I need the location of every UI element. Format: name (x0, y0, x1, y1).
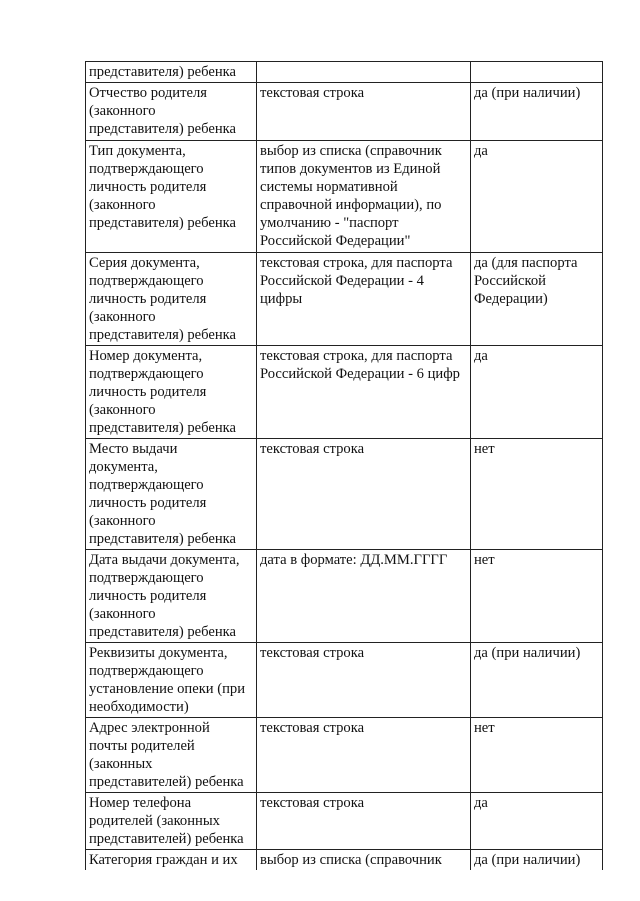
table-row (86, 141, 603, 253)
table-row (86, 62, 603, 83)
format-cell: дата в формате: ДД.ММ.ГГГГ (257, 550, 471, 643)
format-cell: текстовая строка (257, 83, 471, 141)
required-cell: да (при наличии) (471, 643, 603, 718)
required-cell: да (при наличии) (471, 83, 603, 141)
required-cell: нет (471, 550, 603, 643)
required-cell: нет (471, 718, 603, 793)
table-row (86, 643, 603, 718)
format-cell: выбор из списка (справочник типов документов из Единой системы нормативной справочной информации), по умолчанию - "паспорт Российской Федерации" (257, 141, 471, 253)
format-cell: текстовая строка (257, 439, 471, 550)
required-cell: да (при наличии) (471, 850, 603, 871)
table-row (86, 850, 603, 871)
field-name-cell: Реквизиты документа, подтверждающего установление опеки (при необходимости) (86, 643, 257, 718)
table-row (86, 718, 603, 793)
field-name-cell: Адрес электронной почты родителей (законных представителей) ребенка (86, 718, 257, 793)
format-cell (257, 62, 471, 83)
field-name-cell: Дата выдачи документа, подтверждающего личность родителя (законного представителя) ребенка (86, 550, 257, 643)
field-name-cell: Отчество родителя (законного представителя) ребенка (86, 83, 257, 141)
required-cell: да (471, 141, 603, 253)
field-name-cell: Номер телефона родителей (законных представителей) ребенка (86, 793, 257, 850)
table-row (86, 83, 603, 141)
table-row (86, 346, 603, 439)
required-cell: да (471, 346, 603, 439)
format-cell: выбор из списка (справочник (257, 850, 471, 871)
table-row (86, 439, 603, 550)
requirements-table (85, 61, 603, 870)
format-cell: текстовая строка, для паспорта Российской Федерации - 6 цифр (257, 346, 471, 439)
required-cell: да (для паспорта Российской Федерации) (471, 253, 603, 346)
format-cell: текстовая строка (257, 643, 471, 718)
field-name-cell: Номер документа, подтверждающего личность родителя (законного представителя) ребенка (86, 346, 257, 439)
format-cell: текстовая строка, для паспорта Российской Федерации - 4 цифры (257, 253, 471, 346)
table-row (86, 253, 603, 346)
field-name-cell: Тип документа, подтверждающего личность родителя (законного представителя) ребенка (86, 141, 257, 253)
required-cell (471, 62, 603, 83)
required-cell: нет (471, 439, 603, 550)
table-row (86, 793, 603, 850)
required-cell: да (471, 793, 603, 850)
field-name-cell: представителя) ребенка (86, 62, 257, 83)
field-name-cell: Место выдачи документа, подтверждающего личность родителя (законного представителя) ребенка (86, 439, 257, 550)
field-name-cell: Серия документа, подтверждающего личность родителя (законного представителя) ребенка (86, 253, 257, 346)
field-name-cell: Категория граждан и их (86, 850, 257, 871)
format-cell: текстовая строка (257, 793, 471, 850)
format-cell: текстовая строка (257, 718, 471, 793)
table-row (86, 550, 603, 643)
